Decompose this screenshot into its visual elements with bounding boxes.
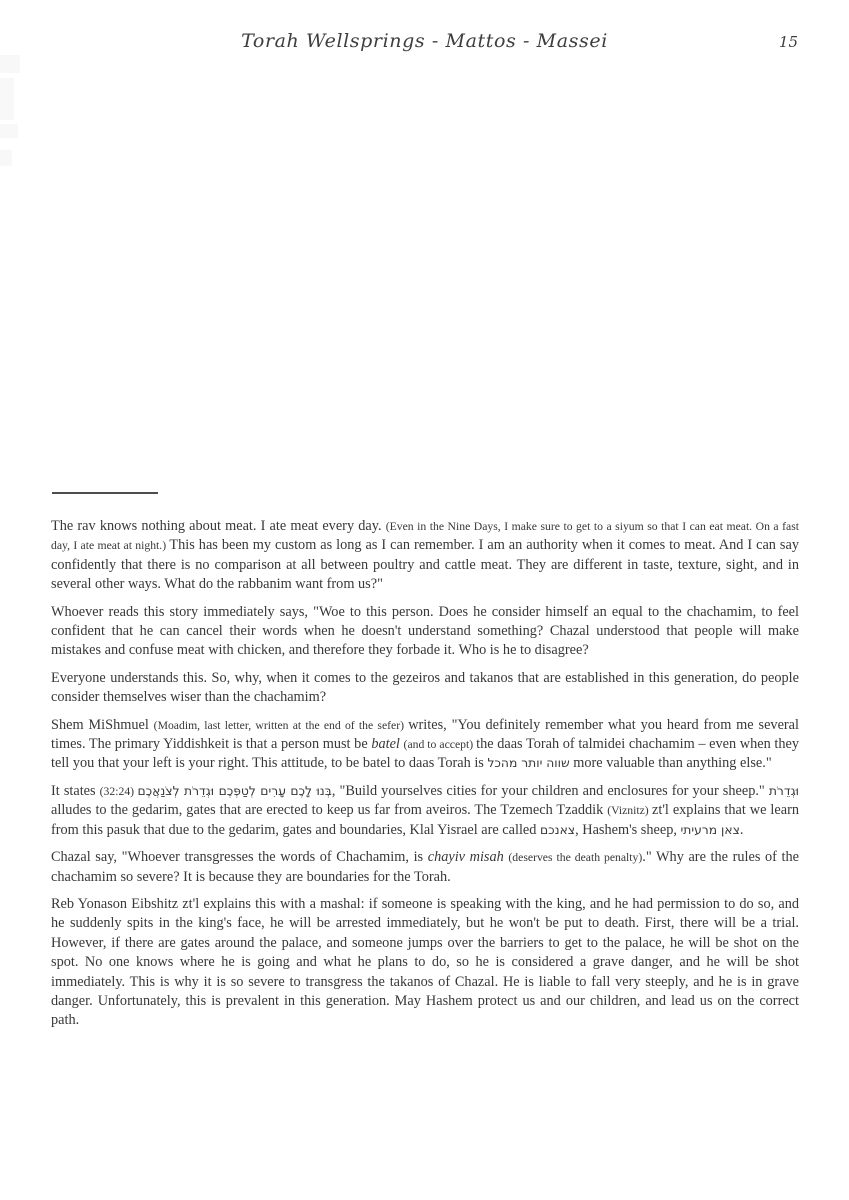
text-run-hebrew: צאנכם xyxy=(539,822,576,837)
text-run: batel xyxy=(371,736,404,753)
page-header xyxy=(51,30,798,60)
text-run-hebrew: שווה יותר מהכל xyxy=(487,756,570,771)
scan-artifact xyxy=(0,150,12,166)
text-run: (Even in the Nine Days, I make sure to get to a siyum so that I can eat meat. On a fast day, I ate meat at night.) xyxy=(51,520,799,553)
paragraph xyxy=(51,782,799,840)
text-run: (32:24) xyxy=(99,784,138,798)
footnote-separator xyxy=(52,492,158,494)
text-run: Shem MiShmuel xyxy=(51,716,154,733)
text-run: (Moadim, last letter, written at the end of the sefer) xyxy=(153,718,409,732)
text-run: more valuable than anything else." xyxy=(569,755,772,772)
text-run: , Hashem's sheep, xyxy=(575,821,681,838)
text-run: ." Why are the rules of the chachamim so severe? It is because they are boundaries for the Torah. xyxy=(51,849,799,885)
paragraph xyxy=(51,895,799,1031)
paragraph xyxy=(51,603,799,661)
paragraph xyxy=(51,669,799,708)
paragraph xyxy=(51,848,799,887)
page-number: 15 xyxy=(778,33,798,51)
text-run-hebrew: וּגְדֵרֹת xyxy=(768,783,799,798)
text-run: the daas Torah of talmidei chachamim – even when they tell you that your left is your right. This attitude, to be batel to daas Torah is xyxy=(51,736,799,772)
paragraph xyxy=(51,716,799,774)
text-run: zt'l explains that we learn from this pasuk that due to the gedarim, gates and boundaries, Klal Yisrael are called xyxy=(51,802,799,838)
text-run: Reb Yonason Eibshitz zt'l explains this with a mashal: if someone is speaking with the king, and he had permission to do so, and he suddenly spits in the king's face, he will be arrested immediately, but he won't be put to death. First, there will be a trial. However, if there are gates around the palace, and someone jumps over the barriers to get to the palace, he will be shot on the spot. No one knows where he is going and what he plans to do, so he is considered a grave danger, and he will be shot immediately. This is why it is so severe to transgress the takanos of Chazal. He is liable to fall very steeply, and he is in grave danger. Unfortunately, this is prevalent in this generation. May Hashem protect us and our children, and lead us on the correct path. xyxy=(51,895,799,1029)
text-run: writes, "You definitely remember what you heard from me several times. The primary Yiddishkeit is that a person must be xyxy=(51,716,799,753)
text-run: Chazal say, "Whoever transgresses the words of Chachamim, is xyxy=(51,849,428,866)
body-text xyxy=(51,517,799,1031)
text-run: It states xyxy=(51,782,100,799)
scan-artifact xyxy=(0,124,18,138)
text-run: The rav knows nothing about meat. I ate meat every day. xyxy=(51,518,386,534)
text-run: , "Build yourselves cities for your children and enclosures for your sheep." xyxy=(331,782,769,799)
text-run: alludes to the gedarim, gates that are erected to keep us far from aveiros. The Tzemech Tzaddik xyxy=(51,802,608,819)
text-run: This has been my custom as long as I can remember. I am an authority when it comes to meat. And I can say confidently that there is no comparison at all between poultry and cattle meat. They are different in taste, texture, sight, and in several other ways. What do the rabbanim want from us?" xyxy=(51,537,799,593)
text-run: Everyone understands this. So, why, when it comes to the gezeiros and takanos that are established in this generation, do people consider themselves wiser than the chachamim? xyxy=(51,669,799,706)
text-run-hebrew: צאן מרעיתי xyxy=(680,822,740,837)
text-run: (and to accept) xyxy=(403,738,477,752)
scan-artifact xyxy=(0,78,14,120)
page-title: Torah Wellsprings - Mattos - Massei xyxy=(241,30,608,52)
scan-artifact xyxy=(0,55,20,73)
text-run-hebrew: בְּנוּ לָכֶם עָרִים לְטַפְּכֶם וּגְדֵרֹת לְצֹנַאֲכֶם xyxy=(137,783,332,798)
text-run: . xyxy=(739,821,744,838)
text-run: (Viznitz) xyxy=(607,804,652,818)
text-run: (deserves the death penalty) xyxy=(508,851,643,865)
text-run: chayiv misah xyxy=(427,849,509,866)
text-run: Whoever reads this story immediately says, "Woe to this person. Does he consider himself an equal to the chachamim, to feel confident that he can cancel their words when he doesn't understand something? Chazal understood that people will make mistakes and confuse meat with chicken, and therefore they forbade it. Who is he to disagree? xyxy=(51,603,799,659)
paragraph xyxy=(51,517,799,595)
